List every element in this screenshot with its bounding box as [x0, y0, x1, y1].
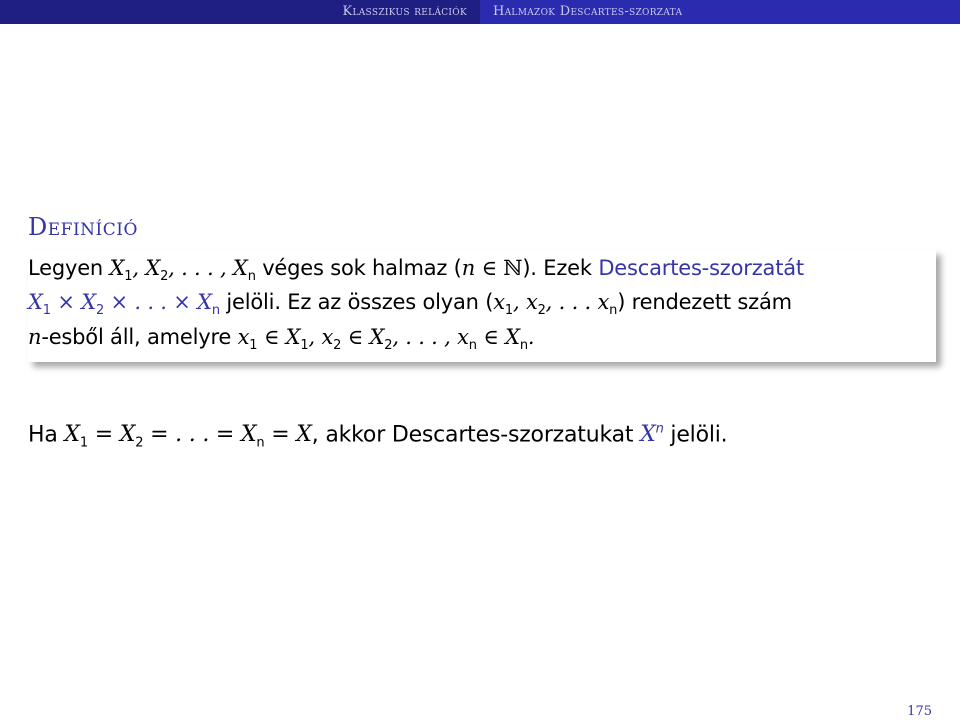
formula: $X^n$ [640, 422, 664, 448]
formula: n [461, 256, 476, 280]
formula: $X_1 = X_2$ = . . . = $X_n = X$ [64, 422, 312, 451]
page-number: 175 [907, 704, 932, 719]
note-paragraph [28, 422, 727, 451]
text: ). Ezek [522, 256, 599, 280]
definition-line-1 [28, 256, 804, 284]
headline-bar [0, 0, 960, 24]
text: -esből áll, amelyre [41, 325, 238, 349]
formula: $x_1$, $x_2$, . . . $x_n$ [493, 290, 618, 319]
formula: ∈ ℕ [475, 256, 523, 280]
definition-title: Definíció [28, 213, 138, 241]
definition-line-3 [28, 325, 534, 353]
text: , akkor Descartes-szorzatukat [311, 422, 641, 448]
text: Ha [28, 422, 65, 448]
formula: $X_1 \times X_2$ × . . . × $X_n$ [28, 290, 220, 319]
headline-subsection-title[interactable]: Halmazok Descartes-szorzata [480, 0, 960, 24]
headline-section-title[interactable]: Klasszikus relációk [0, 0, 480, 24]
formula: n [28, 325, 42, 349]
definition-line-2 [28, 290, 792, 318]
text: véges sok halmaz ( [255, 256, 462, 280]
formula: $X_1$, $X_2$, . . . , $X_n$ [109, 256, 256, 285]
text: jelöli. Ez az összes olyan ( [219, 290, 494, 314]
text: jelöli. [663, 422, 728, 448]
term-highlight: Descartes-szorzatát [598, 256, 804, 280]
text: Legyen [28, 256, 110, 280]
text: ) rendezett szám [617, 290, 792, 314]
formula: $x_1$ ∈ $X_1$, $x_2$ ∈ $X_2$, . . . , $x_n$ ∈ $X_n$. [237, 325, 535, 354]
